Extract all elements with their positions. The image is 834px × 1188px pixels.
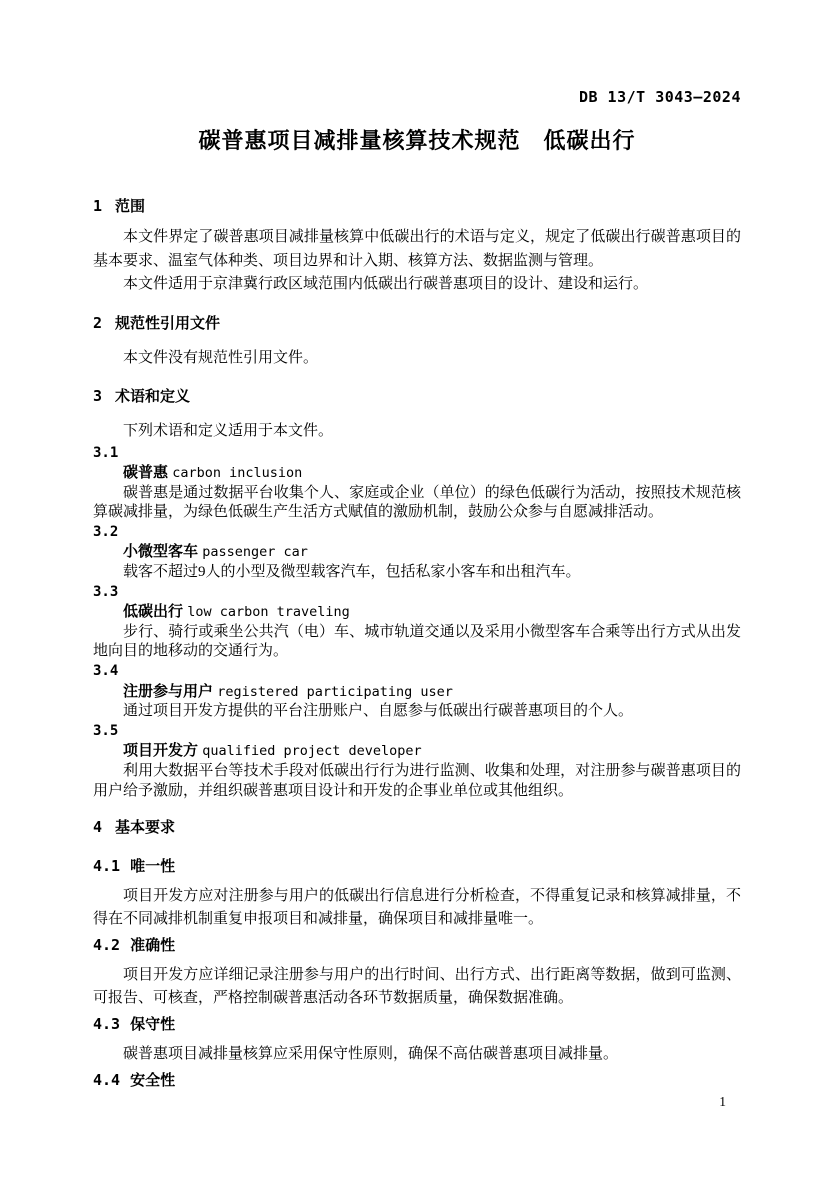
term-entry (93, 583, 741, 662)
term-definition: 利用大数据平台等技术手段对低碳出行行为进行监测、收集和处理，对注册参与碳普惠项目的用户给予激励，并组织碳普惠项目设计和开发的企事业单位或其他组织。 (93, 763, 741, 799)
subsection-conservativeness (93, 1014, 741, 1066)
subsection-heading (93, 935, 741, 956)
term-entry (93, 722, 741, 801)
subsection-number: 4.2 (93, 936, 121, 955)
term-name-en: qualified project developer (202, 743, 422, 760)
section-number: 3 (93, 387, 103, 405)
term-name (93, 463, 741, 484)
section-normative-heading (93, 313, 741, 334)
term-name-en: registered participating user (217, 683, 453, 700)
section-scope-heading (93, 196, 741, 217)
subsection-number: 4.4 (93, 1071, 121, 1090)
subsection-uniqueness (93, 856, 741, 931)
subsection-paragraph: 项目开发方应对注册参与用户的低碳出行信息进行分析检查，不得重复记录和核算减排量，不得在不同减排机制重复申报项目和减排量，确保项目和减排量唯一。 (93, 888, 741, 928)
subsection-heading-text: 准确性 (130, 937, 176, 955)
subsection-heading (93, 1014, 741, 1035)
term-definition: 载客不超过9人的小型及微型载客汽车，包括私家小客车和出租汽车。 (123, 564, 581, 581)
subsection-heading-text: 安全性 (130, 1072, 176, 1090)
subsection-number: 4.3 (93, 1015, 121, 1034)
section-terms-heading (93, 386, 741, 407)
term-name-en: passenger car (202, 544, 308, 561)
terms-intro: 下列术语和定义适用于本文件。 (123, 423, 334, 439)
term-definition: 通过项目开发方提供的平台注册账户、自愿参与低碳出行碳普惠项目的个人。 (123, 703, 634, 720)
normative-paragraph: 本文件没有规范性引用文件。 (123, 349, 319, 366)
subsection-security (93, 1070, 741, 1091)
term-entry (93, 662, 741, 722)
scope-paragraph-2: 本文件适用于京津冀行政区域范围内低碳出行碳普惠项目的设计、建设和运行。 (123, 276, 649, 292)
term-name-zh: 小微型客车 (123, 543, 199, 561)
page-number: 1 (719, 1094, 726, 1109)
term-clause-number: 3.3 (93, 583, 119, 600)
section-heading-text: 规范性引用文件 (115, 314, 221, 332)
term-name-en: carbon inclusion (172, 465, 303, 482)
subsection-paragraph: 项目开发方应详细记录注册参与用户的出行时间、出行方式、出行距离等数据，做到可监测、可报告、可核查，严格控制碳普惠活动各环节数据质量，确保数据准确。 (93, 967, 741, 1007)
term-definition: 碳普惠是通过数据平台收集个人、家庭或企业（单位）的绿色低碳行为活动，按照技术规范核算碳减排量，为绿色低碳生产生活方式赋值的激励机制，鼓励公众参与自愿减排活动。 (93, 484, 741, 521)
term-definition: 步行、骑行或乘坐公共汽（电）车、城市轨道交通以及采用小微型客车合乘等出行方式从出发地向目的地移动的交通行为。 (93, 623, 741, 660)
subsection-heading-text: 保守性 (130, 1016, 176, 1034)
section-scope (93, 196, 741, 297)
section-number: 1 (93, 197, 103, 215)
term-name-zh: 项目开发方 (123, 742, 199, 760)
subsection-heading (93, 1070, 741, 1091)
section-heading-text: 基本要求 (115, 819, 176, 837)
section-heading-text: 术语和定义 (115, 388, 191, 405)
section-basic-requirements (93, 817, 741, 1091)
section-heading-text: 范围 (115, 198, 146, 215)
subsection-number: 4.1 (93, 857, 121, 876)
term-name-zh: 碳普惠 (123, 464, 169, 482)
term-clause-number: 3.4 (93, 663, 119, 680)
term-clause-number: 3.1 (93, 444, 119, 461)
doc-title: 碳普惠项目减排量核算技术规范 低碳出行 (198, 128, 636, 153)
section-number: 2 (93, 313, 103, 332)
term-entry (93, 523, 741, 583)
term-entry (93, 444, 741, 523)
section-number: 4 (93, 818, 103, 837)
term-name (93, 602, 741, 623)
term-name-zh: 低碳出行 (123, 603, 184, 621)
term-clause-number: 3.5 (93, 722, 119, 739)
doc-number: DB 13/T 3043—2024 (578, 88, 741, 106)
subsection-accuracy (93, 935, 741, 1010)
term-name (93, 542, 741, 563)
term-name-zh: 注册参与用户 (123, 682, 214, 700)
scope-paragraph-1: 本文件界定了碳普惠项目减排量核算中低碳出行的术语与定义，规定了低碳出行碳普惠项目的基本要求、温室气体种类、项目边界和计入期、核算方法、数据监测与管理。 (93, 229, 741, 269)
section-normative-references (93, 313, 741, 371)
term-name-en: low carbon traveling (187, 604, 350, 621)
subsection-paragraph: 碳普惠项目减排量核算应采用保守性原则，确保不高估碳普惠项目减排量。 (123, 1046, 619, 1063)
term-clause-number: 3.2 (93, 523, 119, 540)
terms-list (93, 444, 741, 802)
section-basic-requirements-heading (93, 817, 741, 838)
term-name (93, 741, 741, 762)
term-name (93, 682, 741, 703)
section-terms-definitions (93, 386, 741, 801)
subsection-heading (93, 856, 741, 877)
subsection-heading-text: 唯一性 (130, 858, 176, 876)
